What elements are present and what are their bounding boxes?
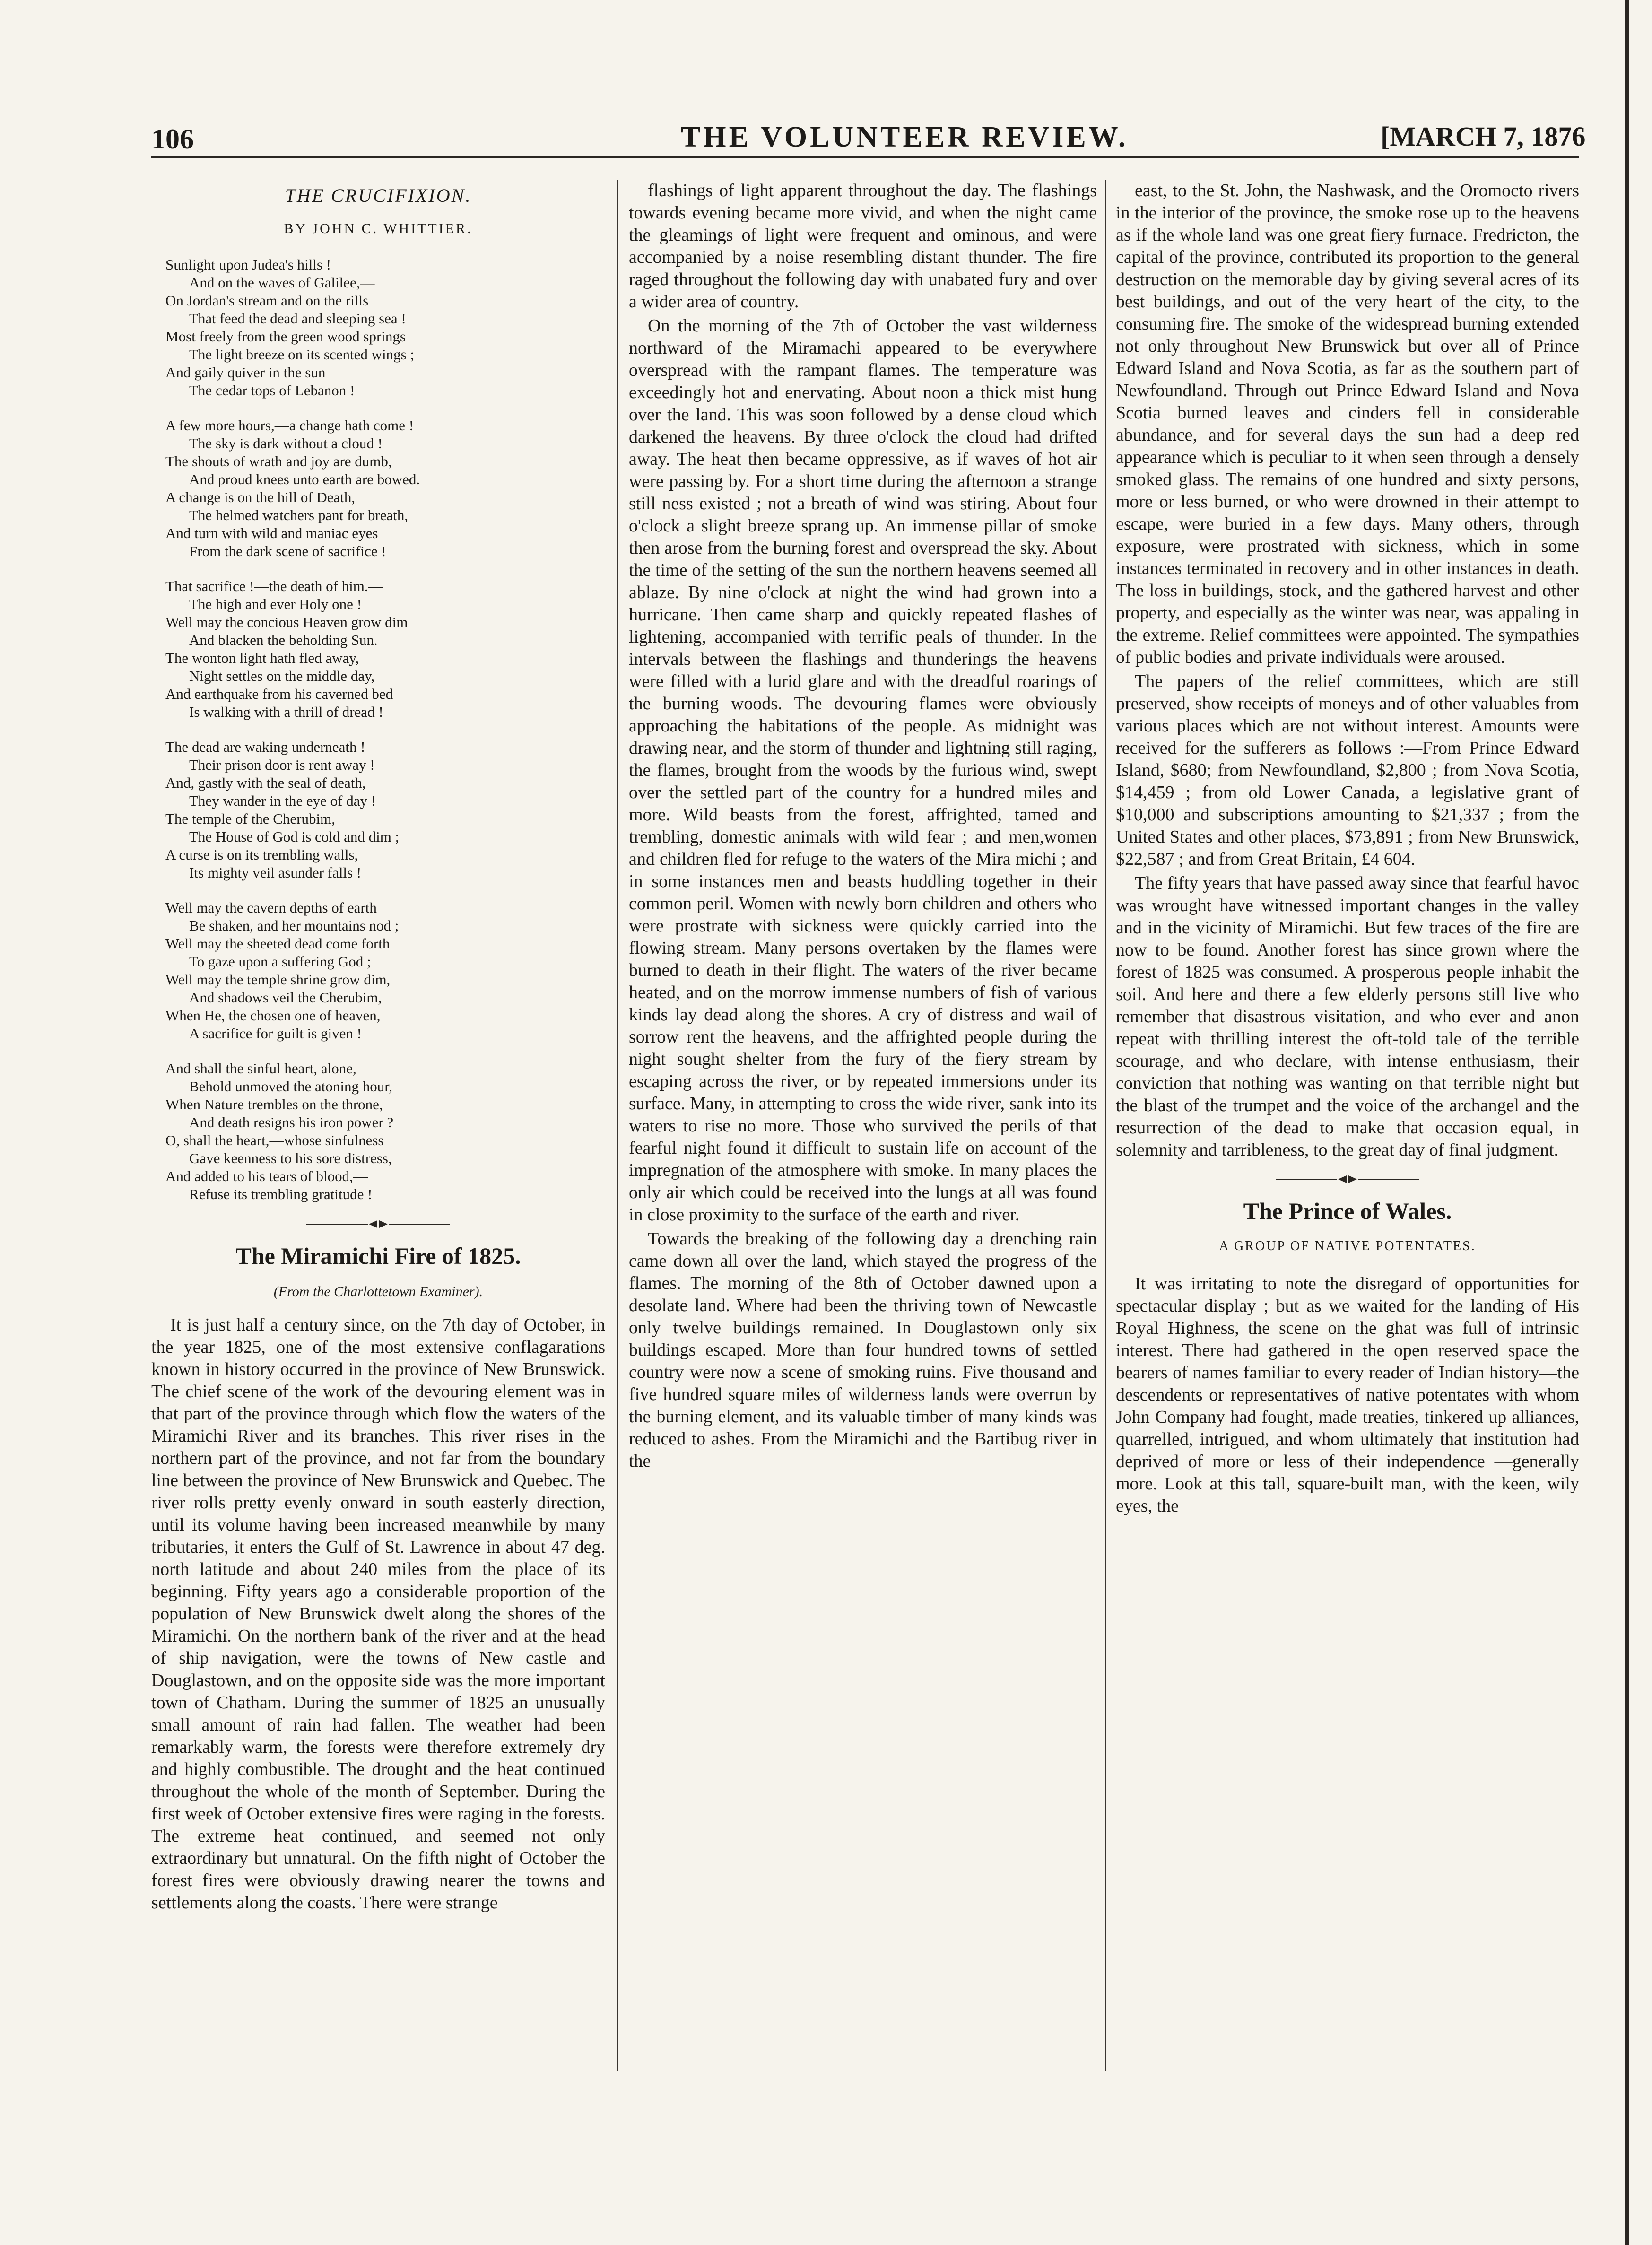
poem-line: The wonton light hath fled away, (165, 650, 359, 666)
poem-line: On Jordan's stream and on the rills (165, 292, 369, 309)
poem-line: Well may the concious Heaven grow dim (165, 614, 408, 630)
column-rule-1 (617, 180, 618, 2071)
poem-line: That feed the dead and sleeping sea ! (189, 310, 406, 327)
poem-line: Well may the cavern depths of earth (165, 899, 377, 916)
header-rule (151, 156, 1579, 158)
article-paragraph: east, to the St. John, the Nashwask, and the Oromocto rivers in the interior of the province, the smoke rose up to the heavens as if the whole land was one great fiery furnace. Fredricton, the capital of the province, contributed its proportion to the general destruction on the memorable day by giving several acres of its best buildings, and out of the very heart of the city, to the consuming fire. The smoke of the widespread burning extended not only throughout New Brunswick but over all of Prince Edward Island and Nova Scotia, as far as the southern part of Newfoundland. Through out Prince Edward Island and Nova Scotia burned leaves and cinders fell in considerable abundance, and for several days the sun had a deep red appearance which is peculiar to it when seen through a densely smoked glass. The remains of one hundred and sixty persons, more or less burned, or who were drowned in their attempt to escape, were buried in a few days. Many others, through exposure, were prostrated with sickness, which in some instances terminated in recovery and in other instances in death. The loss in buildings, stock, and the gathered harvest and other property, and especially as the winter was near, was appaling in the extreme. Relief committees were appointed. The sympathies of public bodies and private individuals were aroused. (1116, 181, 1579, 667)
poem-line: The high and ever Holy one ! (189, 596, 362, 612)
poem-line: And shall the sinful heart, alone, (165, 1060, 356, 1077)
poem-line: And earthquake from his caverned bed (165, 686, 393, 702)
poem-line: And turn with wild and maniac eyes (165, 525, 378, 541)
article-paragraph: The papers of the relief committees, which are still preserved, show receipts of moneys and of other valuables from various places which are not without interest. Amounts were received for the sufferers as follows :—From Prince Edward Island, $680; from Newfoundland, $2,800 ; from Nova Scotia, $14,459 ; from old Lower Canada, a legislative grant of $10,000 and subscriptions amounting to $21,337 ; from the United States and other places, $73,891 ; from New Brunswick, $22,587 ; and from Great Britain, £4 604. (1116, 671, 1579, 869)
poem-stanza (165, 417, 605, 560)
poem-line: O, shall the heart,—whose sinfulness (165, 1132, 384, 1149)
poem-line: Most freely from the green wood springs (165, 328, 406, 345)
column-1 (151, 180, 605, 1914)
article-column-2-text (629, 180, 1097, 1472)
article-source: (From the Charlottetown Examiner). (273, 1284, 483, 1299)
poem-line: A sacrifice for guilt is given ! (189, 1025, 362, 1042)
poem-line: A curse is on its trembling walls, (165, 846, 358, 863)
column-rule-2 (1105, 180, 1106, 2071)
poem-line: The shouts of wrath and joy are dumb, (165, 453, 392, 470)
poem-stanza (165, 577, 605, 721)
masthead: THE VOLUNTEER REVIEW. (681, 121, 1129, 153)
poem-line: And, gastly with the seal of death, (165, 774, 366, 791)
poem-line: Gave keenness to his sore distress, (189, 1150, 392, 1166)
poem-line: To gaze upon a suffering God ; (189, 953, 371, 970)
poem-line: Well may the temple shrine grow dim, (165, 971, 391, 988)
poem-line: The temple of the Cherubim, (165, 810, 335, 827)
poem-line: The sky is dark without a cloud ! (189, 435, 383, 452)
poem-line: And added to his tears of blood,— (165, 1168, 368, 1184)
poem-line: When He, the chosen one of heaven, (165, 1007, 381, 1024)
poem-line: Night settles on the middle day, (189, 668, 375, 684)
poem-line: And gaily quiver in the sun (165, 364, 326, 381)
poem-line: And proud knees unto earth are bowed. (189, 471, 420, 487)
poem-line: The helmed watchers pant for breath, (189, 507, 409, 523)
article-column-1-text (151, 1314, 605, 1914)
poem-line: That sacrifice !—the death of him.— (165, 578, 383, 594)
column-3 (1116, 180, 1579, 1517)
poem-line: Be shaken, and her mountains nod ; (189, 917, 399, 934)
article-paragraph: Towards the breaking of the following day a drenching rain came down all over the land, which stayed the progress of the flames. The morning of the 8th of October dawned upon a desolate land. Where had been the thriving town of Newcastle only twelve buildings remained. In Douglastown only six buildings escaped. More than four hundred towns of settled country were now a scene of smoking ruins. Five thousand and five hundred square miles of wilderness lands were overrun by the burning element, and its valuable timber of many kinds was reduced to ashes. From the Miramichi and the Bartibug river in the (629, 1229, 1097, 1471)
poem-line: The dead are waking underneath ! (165, 739, 365, 755)
poem-line: Sunlight upon Judea's hills ! (165, 256, 331, 273)
poem-line: And on the waves of Galilee,— (189, 274, 375, 291)
poem-stanza (165, 899, 605, 1043)
article-column-3-text (1116, 180, 1579, 1161)
article-title: The Miramichi Fire of 1825. (235, 1243, 521, 1269)
article-2-text (1116, 1273, 1579, 1517)
poem-line: The light breeze on its scented wings ; (189, 346, 415, 363)
poem-line: Well may the sheeted dead come forth (165, 935, 390, 952)
poem-stanzas (151, 256, 605, 1203)
article-paragraph: On the morning of the 7th of October the vast wilderness northward of the Miramachi appeared to be everywhere overspread with the rampant flames. The temperature was exceedingly hot and enervating. About noon a thick mist hung over the land. This was soon followed by a dense cloud which darkened the heavens. By three o'clock the cloud had drifted away. The heat then became oppressive, as if waves of hot air were passing by. For a short time during the afternoon a strange still ness existed ; not a breath of wind was stiring. About four o'clock a slight breeze sprang up. An immense pillar of smoke then arose from the burning forest and overspread the sky. About the time of the setting of the sun the northern heavens seemed all ablaze. By nine o'clock at night the wind had grown into a hurricane. Then came sharp and quickly repeated flashes of lightening, accompanied with terrific peals of thunder. In the intervals between the flashings and thunderings the heavens were filled with a lurid glare and with the dreadful roarings of the burning woods. The devouring flames were obviously approaching the habitations of the people. As midnight was drawing near, and the storm of thunder and lightning still raging, the flames, brought from the woods by the furious wind, swept over the settled part of the country for a hundred miles and more. Wild beasts from the forest, affrighted, tamed and trembling, domestic animals with wild fear ; and men,women and children fled for refuge to the waters of the Mira michi ; and in some instances men and beasts huddling together in their common peril. Women with newly born children and others who were prostrate with sickness were quickly carried into the flowing stream. Many persons overtaken by the flames were burned to death in their flight. The waters of the river became heated, and on the morrow immense numbers of fish of various kinds lay dead along the shores. A cry of distress and wail of sorrow rent the heavens, and the affrighted people during the night sought shelter from the fury of the fiery stream by escaping across the river, or by repeated immersions under its surface. Many, in attempting to cross the wide river, sank into its waters to rise no more. Those who survived the perils of that fearful night found it difficult to sustain life on account of the impregnation of the atmosphere with smoke. In many places the only air which could be received into the lungs at all was found in close proximity to the surface of the earth and river. (629, 316, 1097, 1225)
poem-stanza (165, 738, 605, 882)
poem-line: A few more hours,—a change hath come ! (165, 417, 414, 434)
poem-line: From the dark scene of sacrifice ! (189, 543, 386, 559)
poem-line: A change is on the hill of Death, (165, 489, 356, 505)
poem-line: Behold unmoved the atoning hour, (189, 1078, 393, 1095)
issue-date: [MARCH 7, 1876 (1381, 121, 1586, 152)
poem-line: And shadows veil the Cherubim, (189, 989, 382, 1006)
poem-line: When Nature trembles on the throne, (165, 1096, 383, 1113)
article-paragraph: It is just half a century since, on the 7th day of October, in the year 1825, one of the most extensive conflagarations known in history occurred in the province of New Brunswick. The chief scene of the work of the devouring element was in that part of the province through which flow the waters of the Miramichi River and its branches. This river rises in the northern part of the province, and not far from the boundary line between the province of New Brunswick and Quebec. The river rolls pretty evenly onward in south easterly direction, until its volume having been increased meanwhile by many tributaries, it enters the Gulf of St. Lawrence in about 47 deg. north latitude and about 240 miles from the place of its beginning. Fifty years ago a considerable proportion of the population of New Brunswick dwelt along the shores of the Miramichi. On the northern bank of the river and at the head of ship navigation, were the towns of New castle and Douglastown, and on the opposite side was the more important town of Chatham. During the summer of 1825 an unusually small amount of rain had fallen. The weather had been remarkably warm, the forests were therefore extremely dry and highly combustible. The drought and the heat continued throughout the whole of the month of September. During the first week of October extensive fires were raging in the forests. The extreme heat continued, and seemed not only extraordinary but unnatural. On the fifth night of October the forest fires were obviously drawing nearer the towns and settlements along the coasts. There were strange (151, 1315, 605, 1913)
section-divider (151, 1220, 605, 1228)
poem-title: THE CRUCIFIXION. (285, 185, 472, 206)
poem-line: And death resigns his iron power ? (189, 1114, 394, 1131)
poem-line: Is walking with a thrill of dread ! (189, 704, 383, 720)
column-2 (629, 180, 1097, 1472)
poem-line: They wander in the eye of day ! (189, 792, 376, 809)
section-divider-2 (1116, 1175, 1579, 1183)
article-2-subtitle: A GROUP OF NATIVE POTENTATES. (1219, 1239, 1476, 1253)
poem-stanza (165, 1060, 605, 1203)
poem-line: Their prison door is rent away ! (189, 757, 375, 773)
article-paragraph: flashings of light apparent throughout the day. The flashings towards evening became more vivid, and when the night came the gleamings of light were frequent and ominous, and were accompanied by a noise resembling distant thunder. The fire raged throughout the following day with unabated fury and over a wider area of country. (629, 181, 1097, 312)
article-paragraph: The fifty years that have passed away since that fearful havoc was wrought have witnessed important changes in the valley and in the vicinity of Miramichi. But few traces of the fire are now to be found. Another forest has since grown where the forest of 1825 was consumed. A prosperous people inhabit the soil. And here and there a few elderly persons still live who remember that disastrous visitation, and who ever and anon repeat with thrilling interest the oft-told tale of the terrible scourage, and who declare, with intense enthusiasm, their conviction that nothing was wanting on that terrible night but the blast of the trumpet and the voice of the archangel and the resurrection of the dead to make that occasion equal, in solemnity and tarribleness, to the great day of final judgment. (1116, 873, 1579, 1160)
poem-line: And blacken the beholding Sun. (189, 632, 378, 648)
poem-line: Refuse its trembling gratitude ! (189, 1186, 373, 1202)
article-paragraph: It was irritating to note the disregard of opportunities for spectacular display ; but as we waited for the landing of His Royal Highness, the scene on the ghat was full of intrinsic interest. There had gathered in the open reserved space the bearers of names familiar to every reader of Indian history—the descendents or representatives of native potentates with whom John Company had fought, made treaties, tinkered up alliances, quarrelled, intrigued, and whom ultimately that institution had deprived of more or less of their independence —generally more. Look at this tall, square-built man, with the keen, wily eyes, the (1116, 1274, 1579, 1516)
poem-line: The House of God is cold and dim ; (189, 828, 400, 845)
page-number: 106 (151, 123, 194, 155)
article-2-title: The Prince of Wales. (1243, 1198, 1452, 1224)
poem-author: BY JOHN C. WHITTIER. (284, 221, 473, 236)
poem-line: The cedar tops of Lebanon ! (189, 382, 355, 399)
page-edge-rule (1625, 0, 1629, 2245)
poem-stanza (165, 256, 605, 400)
poem-line: Its mighty veil asunder falls ! (189, 864, 362, 881)
